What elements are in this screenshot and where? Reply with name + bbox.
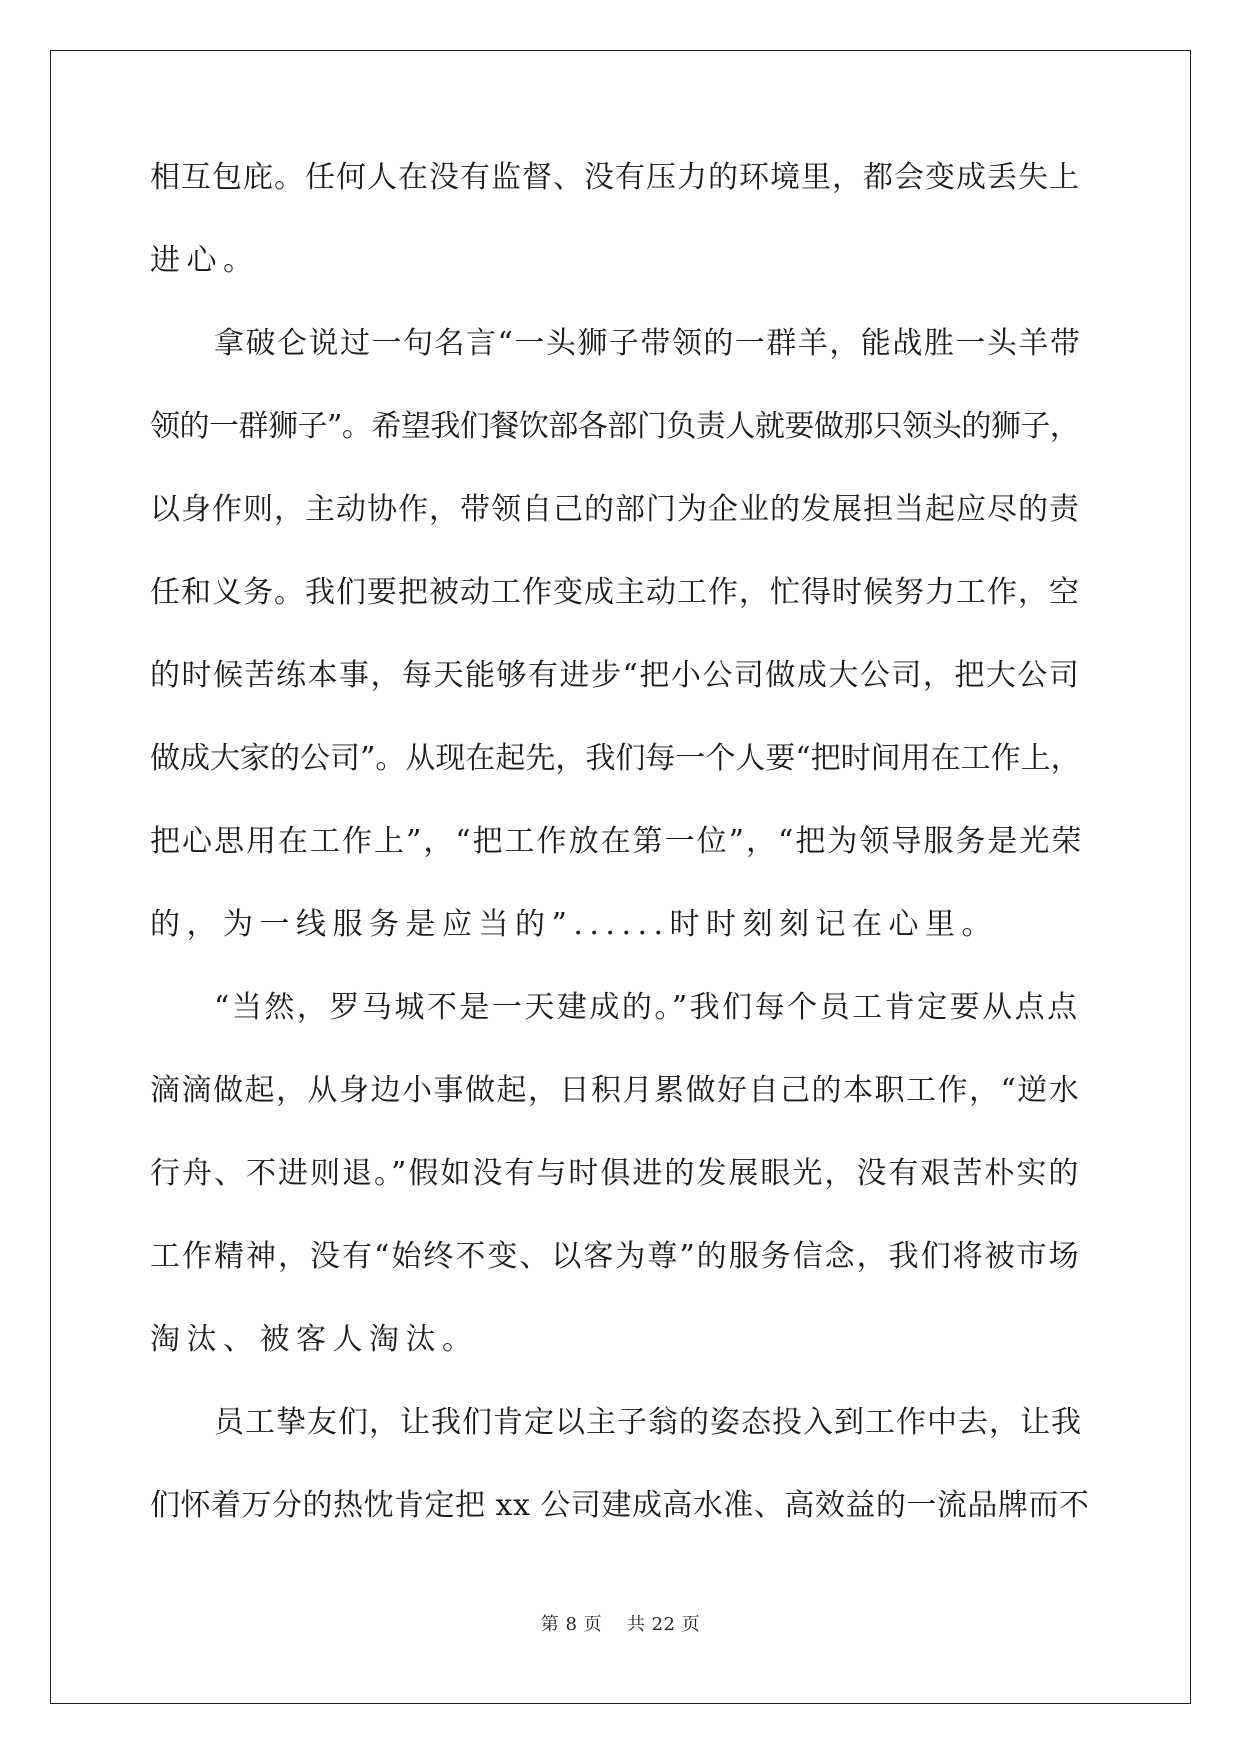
- text-line: 进心。: [150, 243, 260, 278]
- text-line: 任和义务。我们要把被动工作变成主动工作，忙得时候努力工作，空: [150, 575, 1080, 610]
- text-line: 领的一群狮子”。希望我们餐饮部各部门负责人就要做那只领头的狮子，: [150, 409, 1080, 444]
- page-number: 第 8 页 共 22 页: [540, 1614, 701, 1635]
- text-line: 做成大家的公司”。从现在起先，我们每一个人要“把时间用在工作上，: [150, 741, 1081, 776]
- paragraph-start-line: 拿破仑说过一句名言“一头狮子带领的一群羊，能战胜一头羊带: [214, 326, 1082, 361]
- paragraph-start-line: 员工挚友们，让我们肯定以主子翁的姿态投入到工作中去，让我: [214, 1405, 1082, 1440]
- text-line: 相互包庇。任何人在没有监督、没有压力的环境里，都会变成丢失上: [150, 160, 1080, 195]
- page-footer: [0, 1610, 1241, 1636]
- paragraph-start-line: “当然，罗马城不是一天建成的。”我们每个员工肯定要从点点: [214, 990, 1080, 1025]
- text-line: 把心思用在工作上”，“把工作放在第一位”，“把为领导服务是光荣: [150, 824, 1084, 859]
- document-body: [150, 158, 1091, 1569]
- text-line: 以身作则，主动协作，带领自己的部门为企业的发展担当起应尽的责: [150, 492, 1080, 527]
- text-line: 们怀着万分的热忱肯定把 xx 公司建成高水准、高效益的一流品牌而不: [150, 1488, 1090, 1523]
- text-line: 的时候苦练本事，每天能够有进步“把小公司做成大公司，把大公司: [150, 658, 1081, 693]
- text-line: 工作精神，没有“始终不变、以客为尊”的服务信念，我们将被市场: [150, 1239, 1081, 1274]
- text-line: 淘汰、被客人淘汰。: [150, 1322, 479, 1357]
- text-line: 的，为一线服务是应当的”......时时刻刻记在心里。: [150, 907, 999, 942]
- text-line: 行舟、不进则退。”假如没有与时俱进的发展眼光，没有艰苦朴实的: [150, 1156, 1081, 1191]
- text-line: 滴滴做起，从身边小事做起，日积月累做好自己的本职工作，“逆水: [150, 1073, 1081, 1108]
